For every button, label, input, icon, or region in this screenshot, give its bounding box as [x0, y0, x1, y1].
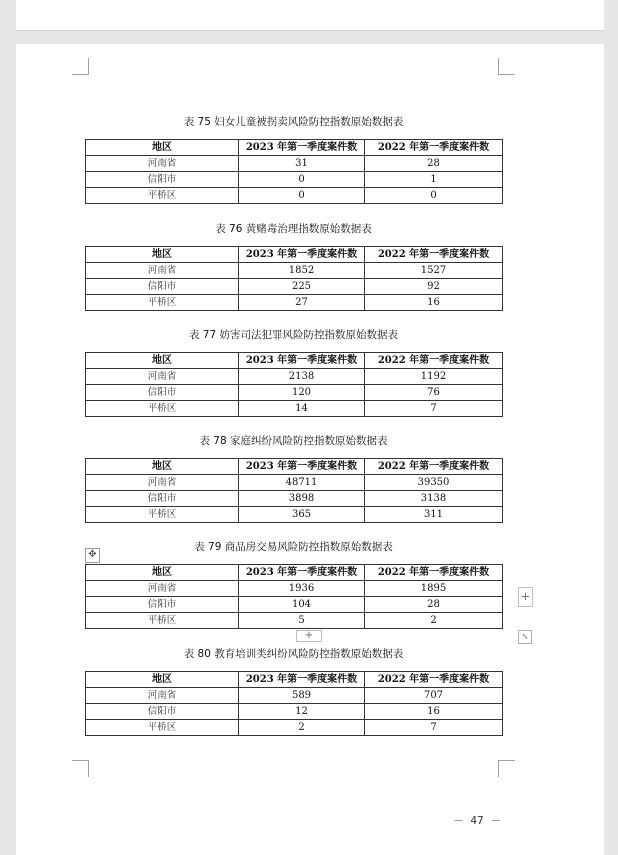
- table-row: [86, 475, 503, 491]
- table-header-row: [86, 247, 503, 263]
- corner-mark-bottom-right: [498, 760, 515, 777]
- cell-region[interactable]: 信阳市: [86, 491, 239, 507]
- cell-region[interactable]: 河南省: [86, 263, 239, 279]
- cell-2023[interactable]: 589: [239, 688, 365, 704]
- header-region[interactable]: 地区: [86, 247, 239, 263]
- table-row: [86, 188, 503, 204]
- cell-2022[interactable]: 92: [365, 279, 503, 295]
- cell-region[interactable]: 平桥区: [86, 613, 239, 629]
- cell-region[interactable]: 河南省: [86, 688, 239, 704]
- corner-mark-top-left: [72, 58, 89, 75]
- cell-2022[interactable]: 707: [365, 688, 503, 704]
- cell-2023[interactable]: 27: [239, 295, 365, 311]
- table-caption: 表 77 妨害司法犯罪风险防控指数原始数据表: [188, 329, 399, 341]
- cell-region[interactable]: 信阳市: [86, 704, 239, 720]
- table-row: [86, 385, 503, 401]
- cell-2022[interactable]: 3138: [365, 491, 503, 507]
- cell-2023[interactable]: 12: [239, 704, 365, 720]
- header-2023[interactable]: 2023 年第一季度案件数: [239, 565, 365, 581]
- cell-2023[interactable]: 2: [239, 720, 365, 736]
- header-region[interactable]: 地区: [86, 353, 239, 369]
- table-caption: 表 79 商品房交易风险防控指数原始数据表: [194, 541, 393, 553]
- corner-mark-bottom-left: [72, 760, 89, 777]
- cell-2023[interactable]: 104: [239, 597, 365, 613]
- header-2022[interactable]: 2022 年第一季度案件数: [365, 353, 503, 369]
- cell-2022[interactable]: 1895: [365, 581, 503, 597]
- header-2022[interactable]: 2022 年第一季度案件数: [365, 459, 503, 475]
- table-row: [86, 581, 503, 597]
- header-region[interactable]: 地区: [86, 140, 239, 156]
- data-table[interactable]: [85, 564, 503, 629]
- cell-region[interactable]: 河南省: [86, 581, 239, 597]
- cell-region[interactable]: 河南省: [86, 156, 239, 172]
- table-caption: 表 75 妇女儿童被拐卖风险防控指数原始数据表: [183, 116, 404, 128]
- table-block-75: [85, 115, 502, 204]
- table-row: [86, 156, 503, 172]
- header-region[interactable]: 地区: [86, 565, 239, 581]
- table-row: [86, 295, 503, 311]
- cell-region[interactable]: 平桥区: [86, 401, 239, 417]
- table-move-handle-icon[interactable]: ✥: [85, 548, 100, 563]
- table-row: [86, 613, 503, 629]
- table-caption: 表 80 教育培训类纠纷风险防控指数原始数据表: [183, 648, 404, 660]
- corner-mark-top-right: [498, 58, 515, 75]
- table-block-76: [85, 222, 502, 311]
- table-caption: 表 78 家庭纠纷风险防控指数原始数据表: [199, 435, 388, 447]
- table-row: [86, 263, 503, 279]
- cell-region[interactable]: 河南省: [86, 369, 239, 385]
- header-2023[interactable]: 2023 年第一季度案件数: [239, 353, 365, 369]
- cell-region[interactable]: 平桥区: [86, 720, 239, 736]
- table-header-row: [86, 353, 503, 369]
- data-table[interactable]: [85, 671, 503, 736]
- cell-region[interactable]: 信阳市: [86, 172, 239, 188]
- cell-2022[interactable]: 28: [365, 597, 503, 613]
- table-row: [86, 279, 503, 295]
- header-2023[interactable]: 2023 年第一季度案件数: [239, 140, 365, 156]
- header-2022[interactable]: 2022 年第一季度案件数: [365, 247, 503, 263]
- add-column-button[interactable]: +: [518, 587, 533, 607]
- cell-2022[interactable]: 311: [365, 507, 503, 523]
- data-table[interactable]: [85, 458, 503, 523]
- header-2022[interactable]: 2022 年第一季度案件数: [365, 672, 503, 688]
- table-header-row: [86, 140, 503, 156]
- header-region[interactable]: 地区: [86, 672, 239, 688]
- cell-2023[interactable]: 2138: [239, 369, 365, 385]
- cell-2022[interactable]: 16: [365, 295, 503, 311]
- table-block-80: [85, 647, 502, 736]
- table-row: [86, 720, 503, 736]
- header-2023[interactable]: 2023 年第一季度案件数: [239, 672, 365, 688]
- header-2023[interactable]: 2023 年第一季度案件数: [239, 459, 365, 475]
- table-block-79: [85, 540, 502, 629]
- table-block-78: [85, 434, 502, 523]
- data-table[interactable]: [85, 246, 503, 311]
- cell-region[interactable]: 平桥区: [86, 507, 239, 523]
- table-block-77: [85, 328, 502, 417]
- table-row: [86, 491, 503, 507]
- cell-2022[interactable]: 2: [365, 613, 503, 629]
- cell-region[interactable]: 信阳市: [86, 597, 239, 613]
- cell-2022[interactable]: 7: [365, 720, 503, 736]
- cell-2023[interactable]: 0: [239, 172, 365, 188]
- cell-region[interactable]: 信阳市: [86, 385, 239, 401]
- cell-2022[interactable]: 1527: [365, 263, 503, 279]
- cell-2023[interactable]: 1852: [239, 263, 365, 279]
- cell-2023[interactable]: 5: [239, 613, 365, 629]
- cell-2022[interactable]: 28: [365, 156, 503, 172]
- cell-region[interactable]: 平桥区: [86, 295, 239, 311]
- cell-2023[interactable]: 14: [239, 401, 365, 417]
- previous-page-edge: [16, 0, 604, 31]
- header-2022[interactable]: 2022 年第一季度案件数: [365, 140, 503, 156]
- cell-2023[interactable]: 365: [239, 507, 365, 523]
- add-row-button[interactable]: +: [296, 630, 322, 642]
- table-resize-handle-icon[interactable]: ⤡: [518, 630, 532, 644]
- table-row: [86, 597, 503, 613]
- data-table[interactable]: [85, 352, 503, 417]
- cell-2023[interactable]: 0: [239, 188, 365, 204]
- header-region[interactable]: 地区: [86, 459, 239, 475]
- table-row: [86, 507, 503, 523]
- table-header-row: [86, 459, 503, 475]
- table-caption: 表 76 黄赌毒治理指数原始数据表: [215, 223, 372, 235]
- cell-region[interactable]: 平桥区: [86, 188, 239, 204]
- table-header-row: [86, 565, 503, 581]
- cell-2023[interactable]: 3898: [239, 491, 365, 507]
- cell-2022[interactable]: 1: [365, 172, 503, 188]
- data-table[interactable]: [85, 139, 503, 204]
- table-header-row: [86, 672, 503, 688]
- page-number: － 47 －: [452, 814, 502, 827]
- header-2022[interactable]: 2022 年第一季度案件数: [365, 565, 503, 581]
- table-row: [86, 401, 503, 417]
- cell-region[interactable]: 河南省: [86, 475, 239, 491]
- cell-2022[interactable]: 39350: [365, 475, 503, 491]
- cell-2022[interactable]: 16: [365, 704, 503, 720]
- cell-2023[interactable]: 225: [239, 279, 365, 295]
- cell-2023[interactable]: 1936: [239, 581, 365, 597]
- cell-2022[interactable]: 7: [365, 401, 503, 417]
- cell-2023[interactable]: 31: [239, 156, 365, 172]
- cell-region[interactable]: 信阳市: [86, 279, 239, 295]
- table-row: [86, 172, 503, 188]
- cell-2022[interactable]: 76: [365, 385, 503, 401]
- table-row: [86, 688, 503, 704]
- cell-2023[interactable]: 48711: [239, 475, 365, 491]
- cell-2022[interactable]: 0: [365, 188, 503, 204]
- table-row: [86, 704, 503, 720]
- cell-2023[interactable]: 120: [239, 385, 365, 401]
- cell-2022[interactable]: 1192: [365, 369, 503, 385]
- header-2023[interactable]: 2023 年第一季度案件数: [239, 247, 365, 263]
- table-row: [86, 369, 503, 385]
